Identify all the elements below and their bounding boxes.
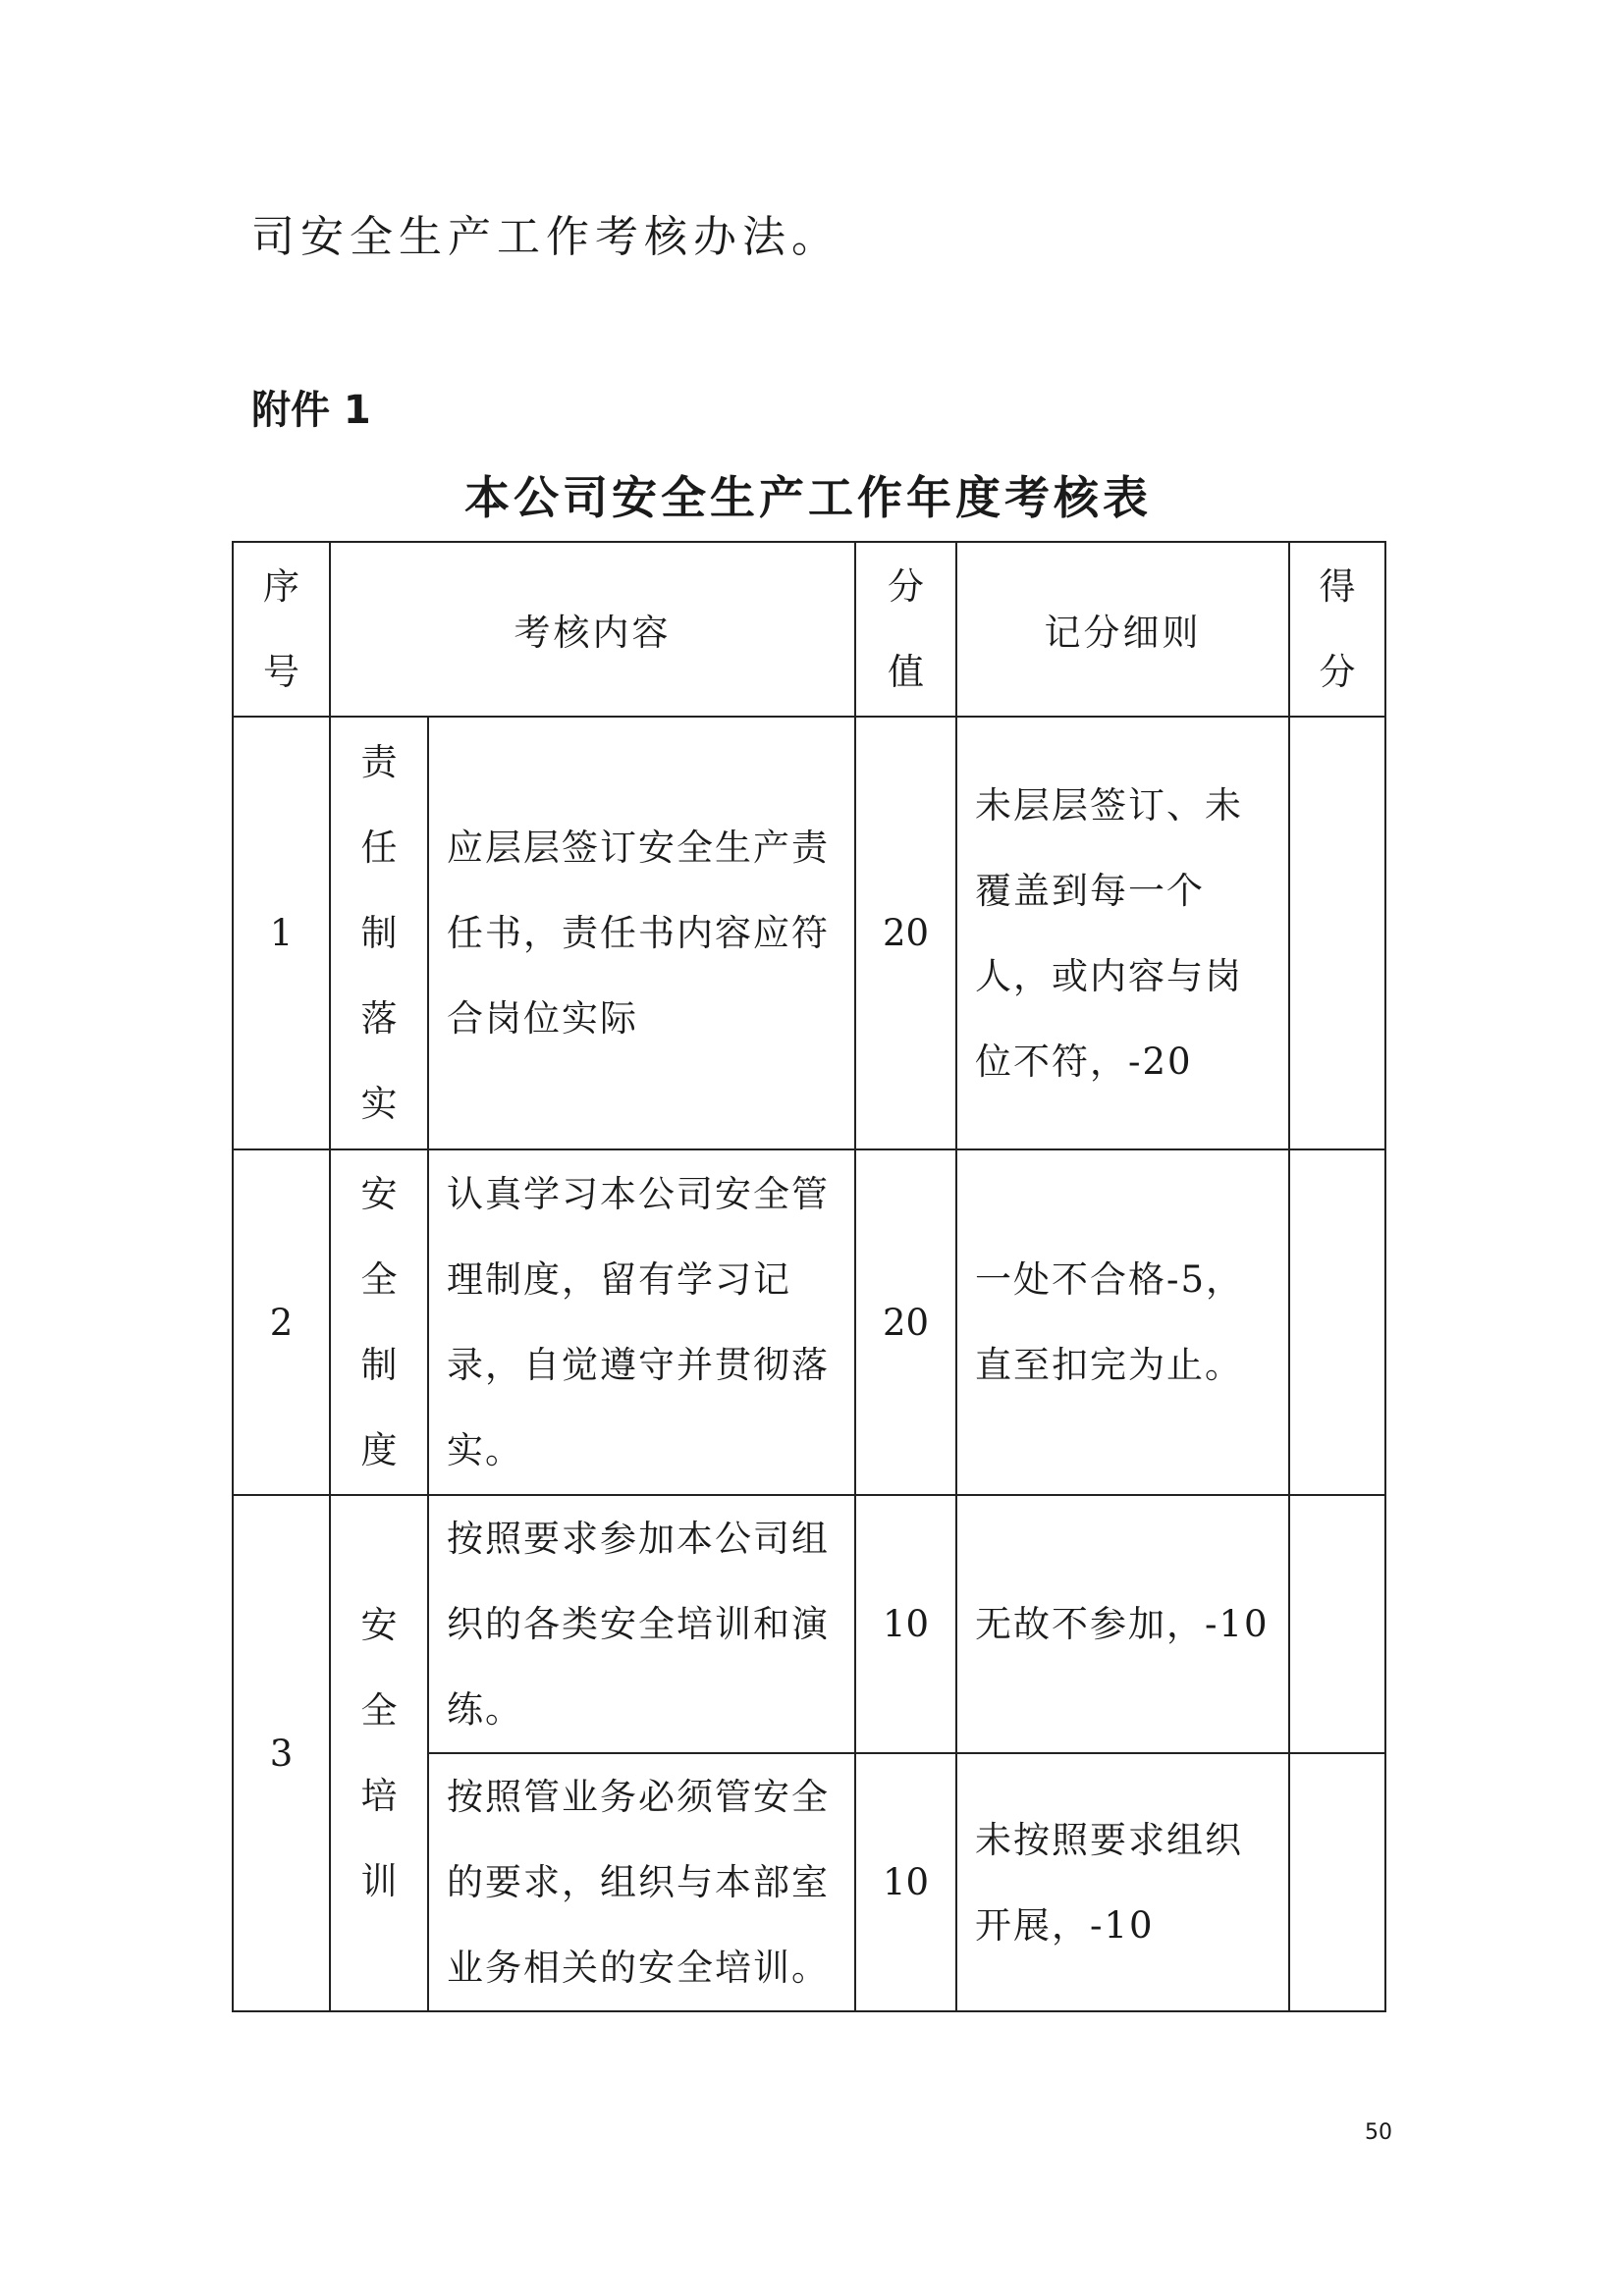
row-rules: 未按照要求组织开展，-10 xyxy=(956,1753,1289,2011)
header-rules-cell xyxy=(956,542,1289,717)
header-seq: 序号 xyxy=(263,565,299,693)
row-rules: 未层层签订、未覆盖到每一个人，或内容与岗位不符，-20 xyxy=(956,717,1289,1149)
row-category: 安全制度 xyxy=(360,1173,398,1471)
header-result: 得分 xyxy=(1319,565,1356,693)
row-content: 认真学习本公司安全管理制度，留有学习记录，自觉遵守并贯彻落实。 xyxy=(428,1149,855,1495)
row-seq: 2 xyxy=(233,1149,330,1495)
row-score: 10 xyxy=(855,1753,956,2011)
row-score: 10 xyxy=(855,1495,956,1753)
row-rules: 一处不合格-5，直至扣完为止。 xyxy=(956,1149,1289,1495)
header-seq-cell xyxy=(233,542,330,717)
header-content: 考核内容 xyxy=(514,612,672,654)
page-number: 50 xyxy=(1365,2120,1392,2145)
header-score-cell xyxy=(855,542,956,717)
lead-paragraph-tail: 司安全生产工作考核办法。 xyxy=(251,212,840,262)
header-rules: 记分细则 xyxy=(1044,612,1202,654)
row-category-cell xyxy=(330,1149,428,1495)
table-row xyxy=(233,717,1385,1149)
row-content: 按照管业务必须管安全的要求，组织与本部室业务相关的安全培训。 xyxy=(428,1753,855,2011)
header-score: 分值 xyxy=(888,565,924,693)
row-score: 20 xyxy=(855,717,956,1149)
table-row xyxy=(233,1149,1385,1495)
table-header-row xyxy=(233,542,1385,717)
row-category: 责任制落实 xyxy=(360,741,398,1125)
row-category-cell xyxy=(330,1495,428,2011)
table-title: 本公司安全生产工作年度考核表 xyxy=(464,471,1152,524)
row-content: 按照要求参加本公司组织的各类安全培训和演练。 xyxy=(428,1495,855,1753)
row-content: 应层层签订安全生产责任书，责任书内容应符合岗位实际 xyxy=(428,717,855,1149)
assessment-table xyxy=(232,541,1386,2012)
row-result-cell xyxy=(1289,717,1385,1149)
row-result-cell xyxy=(1289,1495,1385,1753)
header-content-cell xyxy=(330,542,855,717)
table-row xyxy=(233,1495,1385,1753)
row-score: 20 xyxy=(855,1149,956,1495)
attachment-label: 附件 1 xyxy=(251,388,371,433)
row-seq: 1 xyxy=(233,717,330,1149)
header-result-cell xyxy=(1289,542,1385,717)
row-rules: 无故不参加，-10 xyxy=(956,1495,1289,1753)
row-category-cell xyxy=(330,717,428,1149)
row-result-cell xyxy=(1289,1753,1385,2011)
row-result-cell xyxy=(1289,1149,1385,1495)
row-seq: 3 xyxy=(233,1495,330,2011)
row-category: 安全培训 xyxy=(360,1604,398,1902)
